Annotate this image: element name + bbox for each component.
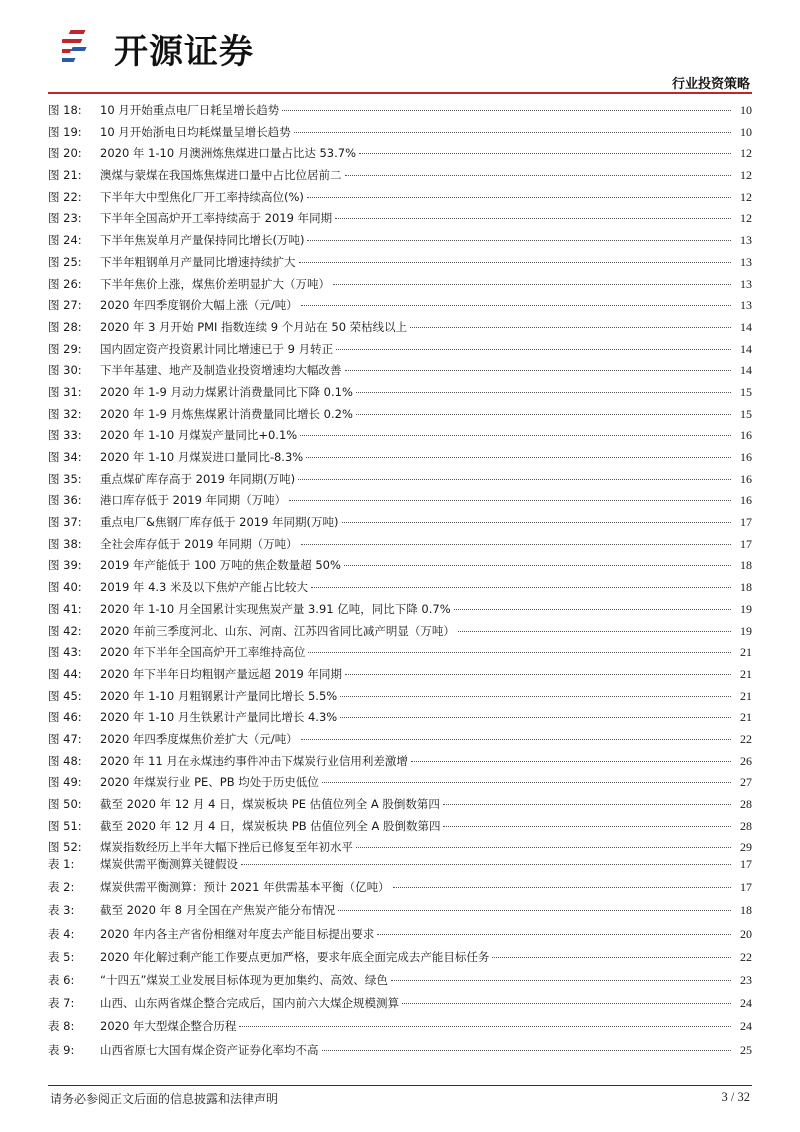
figure-toc-row[interactable]: [48, 621, 752, 643]
entry-number: 图 20:: [48, 146, 82, 161]
entry-number: 表 9:: [48, 1042, 75, 1057]
entry-page: 20: [740, 926, 752, 941]
entry-number: 图 28:: [48, 319, 82, 334]
dot-leader: [410, 327, 731, 328]
brand-name: 开源证券: [114, 32, 254, 72]
entry-title: 2020 年四季度煤焦价差扩大（元/吨）: [100, 731, 298, 746]
dot-leader: [301, 544, 731, 545]
entry-page: 14: [740, 319, 752, 334]
figure-toc-row[interactable]: [48, 772, 752, 794]
entry-page: 15: [740, 406, 752, 421]
figure-toc-row[interactable]: [48, 751, 752, 773]
entry-number: 图 30:: [48, 363, 82, 378]
entry-number: 图 23:: [48, 211, 82, 226]
entry-number: 图 48:: [48, 753, 82, 768]
table-toc-row[interactable]: [48, 1039, 752, 1062]
entry-title: 2020 年前三季度河北、山东、河南、江苏四省同比减产明显（万吨）: [100, 623, 455, 638]
figure-toc-row[interactable]: [48, 187, 752, 209]
entry-page: 14: [740, 341, 752, 356]
entry-title: 下半年焦价上涨，煤焦价差明显扩大（万吨）: [100, 276, 330, 291]
footer-divider: [48, 1085, 752, 1086]
figure-toc-row[interactable]: [48, 707, 752, 729]
figure-toc-row[interactable]: [48, 404, 752, 426]
entry-page: 25: [740, 1042, 752, 1057]
entry-number: 表 4:: [48, 926, 75, 941]
entry-title: 2020 年 1-10 月煤炭产量同比+0.1%: [100, 428, 298, 443]
entry-page: 21: [740, 710, 752, 725]
entry-page: 13: [740, 276, 752, 291]
dot-leader: [300, 435, 731, 436]
entry-title: 2020 年下半年日均粗钢产量远超 2019 年同期: [100, 666, 342, 681]
dot-leader: [322, 782, 731, 783]
entry-number: 图 21:: [48, 168, 82, 183]
dot-leader: [402, 1003, 731, 1004]
figure-toc-row[interactable]: [48, 252, 752, 274]
entry-number: 图 40:: [48, 580, 82, 595]
dot-leader: [301, 305, 731, 306]
entry-number: 图 25:: [48, 254, 82, 269]
entry-number: 表 5:: [48, 949, 75, 964]
entry-page: 28: [740, 797, 752, 811]
dot-leader: [345, 175, 732, 176]
figure-toc-row[interactable]: [48, 230, 752, 252]
entry-page: 17: [740, 536, 752, 551]
entry-page: 28: [740, 818, 752, 833]
figure-toc-row[interactable]: [48, 512, 752, 534]
entry-title: 2020 年化解过剩产能工作要点更加严格，要求年底全面完成去产能目标任务: [100, 949, 490, 964]
dot-leader: [356, 847, 731, 848]
entry-page: 17: [740, 880, 752, 895]
entry-number: 图 26:: [48, 276, 82, 291]
figure-toc-row[interactable]: [48, 425, 752, 447]
entry-number: 图 51:: [48, 818, 82, 833]
entry-number: 图 34:: [48, 450, 82, 464]
entry-page: 23: [740, 972, 752, 987]
figure-toc-row[interactable]: [48, 469, 752, 491]
entry-page: 24: [740, 1019, 752, 1034]
page-number: 3 / 32: [721, 1090, 750, 1104]
dot-leader: [333, 284, 731, 285]
table-toc-row[interactable]: [48, 923, 752, 946]
entry-title: 2020 年 1-10 月澳洲炼焦煤进口量占比达 53.7%: [100, 146, 357, 161]
dot-leader: [294, 132, 731, 133]
dot-leader: [359, 153, 731, 154]
entry-title: 2020 年下半年全国高炉开工率维持高位: [100, 645, 306, 660]
entry-number: 图 32:: [48, 406, 82, 421]
entry-title: 2020 年 11 月在永煤违约事件冲击下煤炭行业信用利差激增: [100, 753, 408, 768]
dot-leader: [306, 457, 731, 458]
entry-title: 山西、山东两省煤企整合完成后，国内前六大煤企规模测算: [100, 996, 399, 1011]
entry-page: 10: [740, 124, 752, 139]
entry-number: 图 31:: [48, 384, 82, 399]
entry-title: 下半年大中型焦化厂开工率持续高位(%): [100, 189, 304, 204]
table-toc-row[interactable]: [48, 1015, 752, 1038]
entry-number: 图 29:: [48, 341, 82, 356]
dot-leader: [239, 1026, 731, 1027]
dot-leader: [377, 934, 731, 935]
entry-title: 下半年粗钢单月产量同比增速持续扩大: [100, 254, 296, 269]
figure-toc-row[interactable]: [48, 816, 752, 838]
entry-page: 16: [740, 450, 752, 464]
entry-title: 重点煤矿库存高于 2019 年同期(万吨): [100, 471, 296, 486]
figure-toc-row[interactable]: [48, 447, 752, 469]
dot-leader: [356, 414, 731, 415]
entry-title: 截至 2020 年 12 月 4 日，煤炭板块 PE 估值位列全 A 股倒数第四: [100, 797, 440, 811]
figure-toc-row[interactable]: [48, 295, 752, 317]
dot-leader: [345, 674, 731, 675]
dot-leader: [443, 804, 731, 805]
dot-leader: [301, 739, 731, 740]
entry-number: 图 24:: [48, 233, 82, 248]
entry-page: 26: [740, 753, 752, 768]
brand-mark-icon: [62, 27, 106, 71]
figure-toc-row[interactable]: [48, 143, 752, 165]
entry-page: 18: [740, 558, 752, 573]
figure-toc-row[interactable]: [48, 534, 752, 556]
entry-number: 图 47:: [48, 731, 82, 746]
entry-number: 图 45:: [48, 688, 82, 703]
entry-page: 12: [740, 168, 752, 183]
header-divider: [48, 92, 752, 94]
figure-toc-row[interactable]: [48, 382, 752, 404]
entry-title: 煤炭供需平衡测算关键假设: [100, 857, 238, 871]
entry-page: 21: [740, 645, 752, 660]
entry-title: 10 月开始浙电日均耗煤量呈增长趋势: [100, 124, 291, 139]
table-toc-row[interactable]: [48, 853, 752, 876]
figure-toc-row[interactable]: [48, 165, 752, 187]
dot-leader: [342, 522, 731, 523]
table-toc-row[interactable]: [48, 899, 752, 922]
figure-toc-row[interactable]: [48, 794, 752, 816]
entry-number: 图 33:: [48, 428, 82, 443]
figure-toc-row[interactable]: [48, 555, 752, 577]
figure-toc-row[interactable]: [48, 490, 752, 512]
dot-leader: [345, 370, 732, 371]
dot-leader: [289, 500, 731, 501]
dot-leader: [241, 864, 731, 865]
table-toc-row[interactable]: [48, 946, 752, 969]
entry-number: 图 19:: [48, 124, 82, 139]
entry-title: 2020 年四季度钢价大幅上涨（元/吨）: [100, 298, 298, 313]
entry-page: 12: [740, 189, 752, 204]
entry-number: 图 43:: [48, 645, 82, 660]
entry-number: 表 8:: [48, 1019, 75, 1034]
dot-leader: [338, 910, 731, 911]
brand-logo: [62, 24, 254, 73]
entry-page: 13: [740, 298, 752, 313]
entry-number: 图 27:: [48, 298, 82, 313]
entry-page: 13: [740, 254, 752, 269]
table-toc-row[interactable]: [48, 969, 752, 992]
figure-toc-row[interactable]: [48, 642, 752, 664]
entry-page: 27: [740, 775, 752, 790]
entry-number: 表 6:: [48, 972, 75, 987]
entry-page: 19: [740, 623, 752, 638]
entry-page: 22: [740, 731, 752, 746]
entry-title: 2020 年 1-10 月煤炭进口量同比-8.3%: [100, 450, 304, 464]
report-type-label: 行业投资策略: [671, 77, 750, 92]
figure-toc-row[interactable]: [48, 360, 752, 382]
figure-toc-row[interactable]: [48, 274, 752, 296]
entry-title: 2020 年 1-10 月全国累计实现焦炭产量 3.91 亿吨，同比下降 0.7%: [100, 601, 451, 616]
dot-leader: [299, 262, 732, 263]
entry-page: 12: [740, 146, 752, 161]
entry-number: 图 38:: [48, 536, 82, 551]
entry-page: 22: [740, 949, 752, 964]
entry-number: 图 22:: [48, 189, 82, 204]
entry-number: 图 41:: [48, 601, 82, 616]
dot-leader: [282, 110, 731, 111]
entry-title: 2019 年产能低于 100 万吨的焦企数量超 50%: [100, 558, 341, 573]
entry-title: 下半年全国高炉开工率持续高于 2019 年同期: [100, 211, 333, 226]
entry-number: 图 44:: [48, 666, 82, 681]
entry-title: 下半年焦炭单月产量保持同比增长(万吨): [100, 233, 305, 248]
dot-leader: [411, 761, 731, 762]
entry-page: 13: [740, 233, 752, 248]
table-list: [48, 853, 752, 1062]
figure-toc-row[interactable]: [48, 100, 752, 122]
dot-leader: [311, 587, 731, 588]
entry-page: 21: [740, 666, 752, 681]
dot-leader: [340, 717, 731, 718]
entry-title: 2019 年 4.3 米及以下焦炉产能占比较大: [100, 580, 309, 595]
entry-number: 图 37:: [48, 515, 82, 530]
dot-leader: [340, 696, 731, 697]
entry-number: 图 46:: [48, 710, 82, 725]
figure-toc-row[interactable]: [48, 577, 752, 599]
entry-number: 图 18:: [48, 103, 82, 117]
entry-page: 29: [740, 840, 752, 855]
entry-title: 2020 年 1-9 月炼焦煤累计消费量同比增长 0.2%: [100, 406, 353, 421]
dot-leader: [308, 652, 731, 653]
entry-number: 图 36:: [48, 493, 82, 508]
dot-leader: [393, 887, 731, 888]
entry-page: 12: [740, 211, 752, 226]
figure-toc-row[interactable]: [48, 122, 752, 144]
dot-leader: [492, 957, 731, 958]
entry-title: 国内固定资产投资累计同比增速已于 9 月转正: [100, 341, 334, 356]
dot-leader: [335, 218, 731, 219]
figure-toc-row[interactable]: [48, 208, 752, 230]
figure-toc-row[interactable]: [48, 729, 752, 751]
dot-leader: [391, 980, 731, 981]
dot-leader: [458, 631, 731, 632]
dot-leader: [307, 240, 731, 241]
entry-title: 2020 年煤炭行业 PE、PB 均处于历史低位: [100, 775, 319, 790]
entry-page: 16: [740, 471, 752, 486]
entry-title: 2020 年大型煤企整合历程: [100, 1019, 237, 1034]
entry-number: 图 52:: [48, 840, 82, 855]
entry-title: 澳煤与蒙煤在我国炼焦煤进口量中占比位居前二: [100, 168, 342, 183]
entry-title: 2020 年 1-10 月生铁累计产量同比增长 4.3%: [100, 710, 338, 725]
entry-page: 17: [740, 857, 752, 871]
entry-title: 煤炭供需平衡测算：预计 2021 年供需基本平衡（亿吨）: [100, 880, 390, 895]
entry-page: 14: [740, 363, 752, 378]
entry-page: 18: [740, 580, 752, 595]
entry-title: 煤炭指数经历上半年大幅下挫后已修复至年初水平: [100, 840, 353, 855]
entry-title: 山西省原七大国有煤企资产证券化率均不高: [100, 1042, 319, 1057]
entry-page: 21: [740, 688, 752, 703]
figure-toc-row[interactable]: [48, 599, 752, 621]
entry-page: 16: [740, 428, 752, 443]
entry-title: 港口库存低于 2019 年同期（万吨）: [100, 493, 287, 508]
entry-page: 16: [740, 493, 752, 508]
entry-page: 24: [740, 996, 752, 1011]
table-toc-row[interactable]: [48, 876, 752, 899]
dot-leader: [322, 1050, 732, 1051]
dot-leader: [356, 392, 731, 393]
entry-title: 截至 2020 年 8 月全国在产焦炭产能分布情况: [100, 903, 336, 918]
page-header: [0, 0, 800, 96]
entry-title: 2020 年内各主产省份相继对年度去产能目标提出要求: [100, 926, 375, 941]
entry-number: 表 2:: [48, 880, 75, 895]
entry-number: 表 7:: [48, 996, 75, 1011]
entry-page: 10: [740, 103, 752, 117]
entry-title: 2020 年 1-9 月动力煤累计消费量同比下降 0.1%: [100, 384, 353, 399]
entry-number: 图 35:: [48, 471, 82, 486]
entry-title: 重点电厂&焦钢厂库存低于 2019 年同期(万吨): [100, 515, 339, 530]
figure-toc-row[interactable]: [48, 664, 752, 686]
entry-title: 2020 年 3 月开始 PMI 指数连续 9 个月站在 50 荣枯线以上: [100, 319, 408, 334]
figure-toc-row[interactable]: [48, 339, 752, 361]
entry-title: 下半年基建、地产及制造业投资增速均大幅改善: [100, 363, 342, 378]
entry-number: 图 50:: [48, 797, 82, 811]
entry-page: 18: [740, 903, 752, 918]
dot-leader: [344, 565, 731, 566]
dot-leader: [443, 826, 731, 827]
dot-leader: [298, 479, 731, 480]
entry-title: “十四五”煤炭工业发展目标体现为更加集约、高效、绿色: [100, 972, 388, 987]
figure-list: [48, 100, 752, 859]
footer-disclaimer: 请务必参阅正文后面的信息披露和法律声明: [50, 1092, 279, 1106]
entry-number: 表 3:: [48, 903, 75, 918]
entry-page: 17: [740, 515, 752, 530]
dot-leader: [336, 349, 731, 350]
entry-number: 图 49:: [48, 775, 82, 790]
dot-leader: [307, 197, 731, 198]
entry-page: 19: [740, 601, 752, 616]
entry-title: 截至 2020 年 12 月 4 日，煤炭板块 PB 估值位列全 A 股倒数第四: [100, 818, 441, 833]
entry-number: 图 39:: [48, 558, 82, 573]
entry-page: 15: [740, 384, 752, 399]
entry-number: 图 42:: [48, 623, 82, 638]
entry-title: 2020 年 1-10 月粗钢累计产量同比增长 5.5%: [100, 688, 338, 703]
figure-toc-row[interactable]: [48, 686, 752, 708]
dot-leader: [454, 609, 731, 610]
table-toc-row[interactable]: [48, 992, 752, 1015]
entry-title: 10 月开始重点电厂日耗呈增长趋势: [100, 103, 280, 117]
entry-title: 全社会库存低于 2019 年同期（万吨）: [100, 536, 298, 551]
entry-number: 表 1:: [48, 857, 75, 871]
figure-toc-row[interactable]: [48, 317, 752, 339]
